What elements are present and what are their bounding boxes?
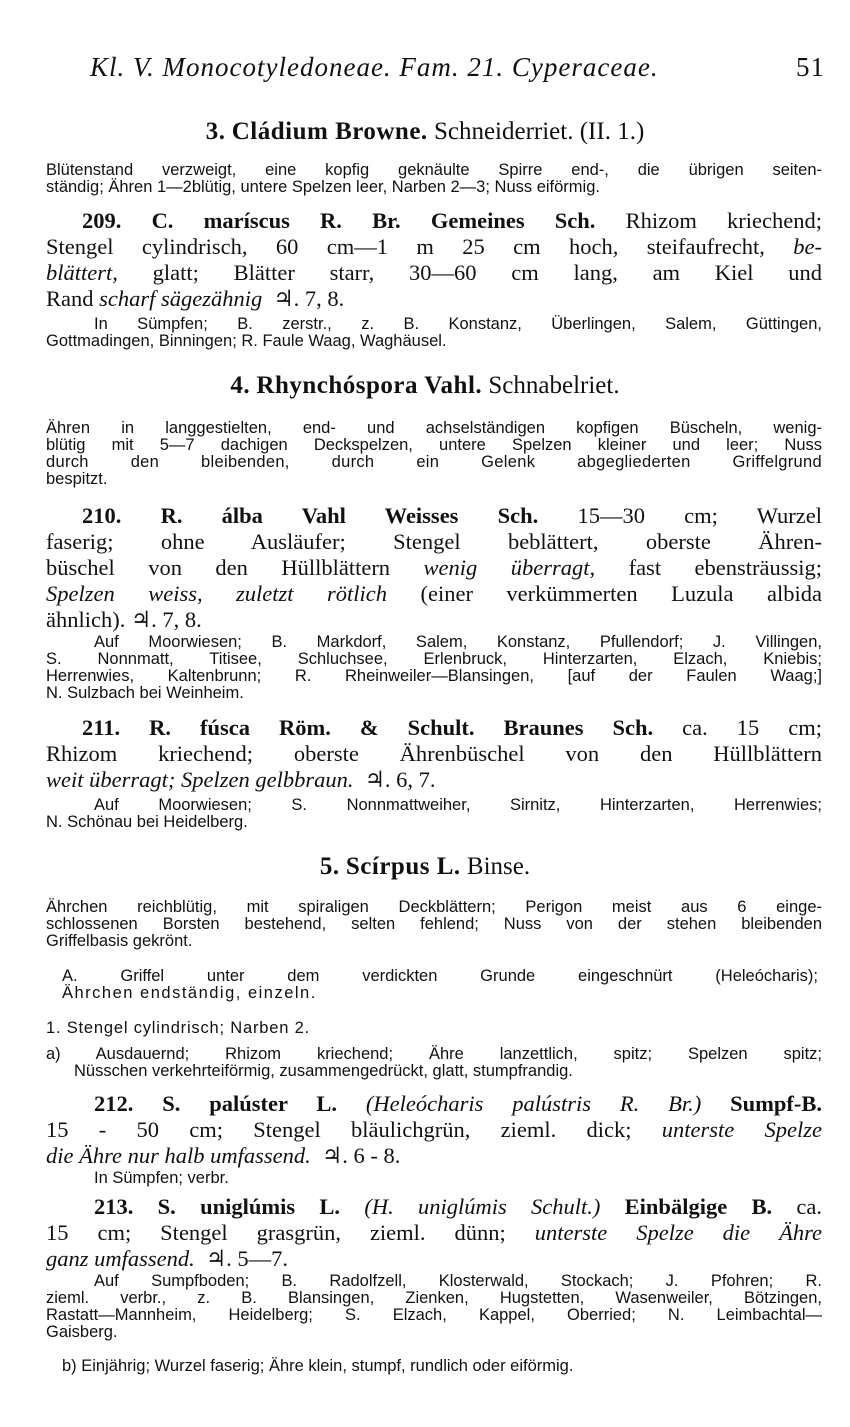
species-italic: unterste Spelze die Ähre	[534, 1220, 823, 1245]
species-italic: ganz umfassend.	[46, 1246, 195, 1271]
genus-heading-cladium	[0, 118, 850, 146]
species-line	[46, 234, 822, 260]
desc-line: Griffelbasis gekrönt.	[46, 932, 193, 950]
key-b	[62, 1358, 822, 1375]
locality-210	[46, 634, 822, 702]
desc-line: durch den bleibenden, durch ein Gelenk abgegliederten Griffelgrund	[46, 453, 822, 471]
desc-line: blütig mit 5—7 dachigen Deckspelzen, untere Spelzen kleiner und leer; Nuss	[46, 436, 822, 454]
species-line	[46, 1091, 822, 1117]
species-italic: weit überragt; Spelzen gelbbraun.	[46, 767, 354, 792]
species-210	[46, 503, 822, 633]
species-italic: die Ähre nur halb umfassend.	[46, 1143, 311, 1168]
genus-number: 4.	[230, 372, 251, 399]
species-text: Rand	[46, 286, 94, 311]
species-text: ca. 15 cm;	[682, 715, 822, 740]
running-header	[90, 52, 825, 83]
genus-name: Scírpus L.	[345, 853, 461, 880]
species-line	[46, 260, 822, 286]
species-line	[46, 767, 822, 793]
species-flowering: ♃. 6, 7.	[364, 767, 436, 792]
key-line: b) Einjährig; Wurzel faserig; Ähre klein, stumpf, rundlich oder eiförmig.	[62, 1357, 574, 1375]
genus-common-name: Binse.	[466, 853, 531, 880]
genus-common-name: Schneiderriet. (II. 1.)	[433, 118, 645, 145]
key-a	[62, 968, 818, 1002]
species-synonym: (H. uniglúmis Schult.)	[364, 1194, 601, 1219]
species-synonym: (Heleócharis palústris R. Br.)	[365, 1091, 702, 1116]
loc-line: Gottmadingen, Binningen; R. Faule Waag, Waghäusel.	[46, 332, 447, 350]
loc-line: zieml. verbr., z. B. Blansingen, Zienken, Hugstetten, Wasenweiler, Bötzingen,	[46, 1289, 822, 1307]
genus-heading-rhynchospora	[0, 372, 850, 400]
loc-line: Auf Moorwiesen; B. Markdorf, Salem, Konstanz, Pfullendorf; J. Villingen,	[94, 633, 822, 651]
species-text: büschel von den Hüllblättern	[46, 555, 391, 580]
species-title: 211. R. fúsca Röm. & Schult. Braunes Sch.	[82, 715, 654, 740]
species-title: 213. S. uniglúmis L.	[94, 1194, 341, 1219]
species-line	[46, 1194, 822, 1220]
loc-line: In Sümpfen; verbr.	[94, 1169, 229, 1187]
species-italic: wenig überragt,	[423, 555, 596, 580]
key-line: Ährchen endständig, einzeln.	[62, 984, 317, 1002]
species-213	[46, 1194, 822, 1272]
species-209	[46, 208, 822, 312]
loc-line: Gaisberg.	[46, 1323, 118, 1341]
genus-description-scirpus	[46, 899, 822, 950]
species-212	[46, 1091, 822, 1169]
species-italic: Spelzen weiss, zuletzt rötlich	[46, 581, 388, 606]
species-line	[46, 1117, 822, 1143]
key-line: a) Ausdauernd; Rhizom kriechend; Ähre lanzettlich, spitz; Spelzen spitz;	[46, 1045, 822, 1063]
running-title: Kl. V. Monocotyledoneae. Fam. 21. Cyperaceae.	[90, 52, 659, 82]
species-italic: blättert,	[46, 260, 118, 285]
species-text: 15 - 50 cm; Stengel bläulichgrün, zieml. dick;	[46, 1117, 632, 1142]
species-flowering: ♃. 5—7.	[206, 1246, 289, 1271]
desc-line: schlossenen Borsten bestehend, selten fehlend; Nuss von der stehen bleibenden	[46, 915, 822, 933]
species-text: 15 cm; Stengel grasgrün, zieml. dünn;	[46, 1220, 506, 1245]
species-common-name: Sumpf-B.	[730, 1091, 822, 1116]
locality-212	[46, 1170, 822, 1187]
species-line: faserig; ohne Ausläufer; Stengel beblättert, oberste Ähren-	[46, 529, 822, 554]
genus-number: 5.	[319, 853, 340, 880]
desc-line: Ährchen reichblütig, mit spiraligen Deckblättern; Perigon meist aus 6 einge-	[46, 898, 822, 916]
desc-line: Blütenstand verzweigt, eine kopfig geknäulte Spirre end-, die übrigen seiten-	[46, 161, 822, 179]
species-211	[46, 715, 822, 793]
locality-211	[46, 797, 822, 831]
species-italic: be-	[793, 234, 822, 259]
species-flowering: ♃. 6 - 8.	[322, 1143, 401, 1168]
species-italic: unterste Spelze	[661, 1117, 823, 1142]
genus-name: Cládium Browne.	[231, 118, 428, 145]
loc-line: S. Nonnmatt, Titisee, Schluchsee, Erlenbruck, Hinterzarten, Elzach, Kniebis;	[46, 650, 822, 668]
species-line: Rhizom kriechend; oberste Ährenbüschel von den Hüllblättern	[46, 741, 822, 766]
loc-line: N. Sulzbach bei Weinheim.	[46, 684, 244, 702]
species-text: fast ebensträussig;	[628, 555, 822, 580]
species-text: Stengel cylindrisch, 60 cm—1 m 25 cm hoch, steifaufrecht,	[46, 234, 765, 259]
species-text: glatt; Blätter starr, 30—60 cm lang, am Kiel und	[152, 260, 823, 285]
loc-line: Rastatt—Mannheim, Heidelberg; S. Elzach, Kappel, Oberried; N. Leimbachtal—	[46, 1306, 822, 1324]
species-flowering: ♃. 7, 8.	[273, 286, 345, 311]
genus-description-rhynchospora	[46, 420, 822, 488]
species-text: ca.	[796, 1194, 822, 1219]
genus-name: Rhynchóspora Vahl.	[256, 372, 483, 399]
key-1	[46, 1020, 822, 1037]
species-common-name: Einbälgige B.	[624, 1194, 773, 1219]
species-line	[46, 208, 822, 234]
genus-heading-scirpus	[0, 853, 850, 881]
loc-line: Auf Moorwiesen; S. Nonnmattweiher, Sirnitz, Hinterzarten, Herrenwies;	[94, 796, 822, 814]
species-text: (einer verkümmerten Luzula albida	[420, 581, 822, 606]
key-a-lower	[46, 1046, 822, 1080]
genus-description-cladium	[46, 162, 822, 196]
genus-common-name: Schnabelriet.	[488, 372, 620, 399]
species-text: Rhizom kriechend;	[625, 208, 822, 233]
locality-209	[46, 316, 822, 350]
species-line	[46, 715, 822, 741]
locality-213	[46, 1273, 822, 1341]
species-title: 209. C. maríscus R. Br. Gemeines Sch.	[82, 208, 596, 233]
desc-line: bespitzt.	[46, 470, 108, 488]
species-line	[46, 1220, 822, 1246]
species-title: 212. S. palúster L.	[94, 1091, 338, 1116]
desc-line: ständig; Ähren 1—2blütig, untere Spelzen leer, Narben 2—3; Nuss eiförmig.	[46, 178, 600, 196]
genus-number: 3.	[205, 118, 226, 145]
loc-line: Auf Sumpfboden; B. Radolfzell, Klosterwald, Stockach; J. Pfohren; R.	[94, 1272, 822, 1290]
species-italic: scharf sägezähnig	[99, 286, 263, 311]
key-line: A. Griffel unter dem verdickten Grunde eingeschnürt (Heleócharis);	[62, 967, 818, 985]
page-number: 51	[796, 52, 825, 82]
species-text: 15—30 cm; Wurzel	[577, 503, 822, 528]
species-line	[46, 286, 822, 312]
species-line	[46, 1143, 822, 1169]
species-line	[46, 1246, 822, 1272]
loc-line: In Sümpfen; B. zerstr., z. B. Konstanz, Überlingen, Salem, Güttingen,	[94, 315, 822, 333]
species-line	[46, 581, 822, 607]
species-line: ähnlich). ♃. 7, 8.	[46, 607, 202, 632]
species-line	[46, 503, 822, 529]
key-line: 1. Stengel cylindrisch; Narben 2.	[46, 1019, 310, 1037]
loc-line: Herrenwies, Kaltenbrunn; R. Rheinweiler—Blansingen, [auf der Faulen Waag;]	[46, 667, 822, 685]
species-title: 210. R. álba Vahl Weisses Sch.	[82, 503, 539, 528]
key-line: Nüsschen verkehrteiförmig, zusammengedrückt, glatt, stumpfrandig.	[74, 1062, 573, 1080]
species-line	[46, 555, 822, 581]
desc-line: Ähren in langgestielten, end- und achselständigen kopfigen Büscheln, wenig-	[46, 419, 822, 437]
loc-line: N. Schönau bei Heidelberg.	[46, 813, 248, 831]
